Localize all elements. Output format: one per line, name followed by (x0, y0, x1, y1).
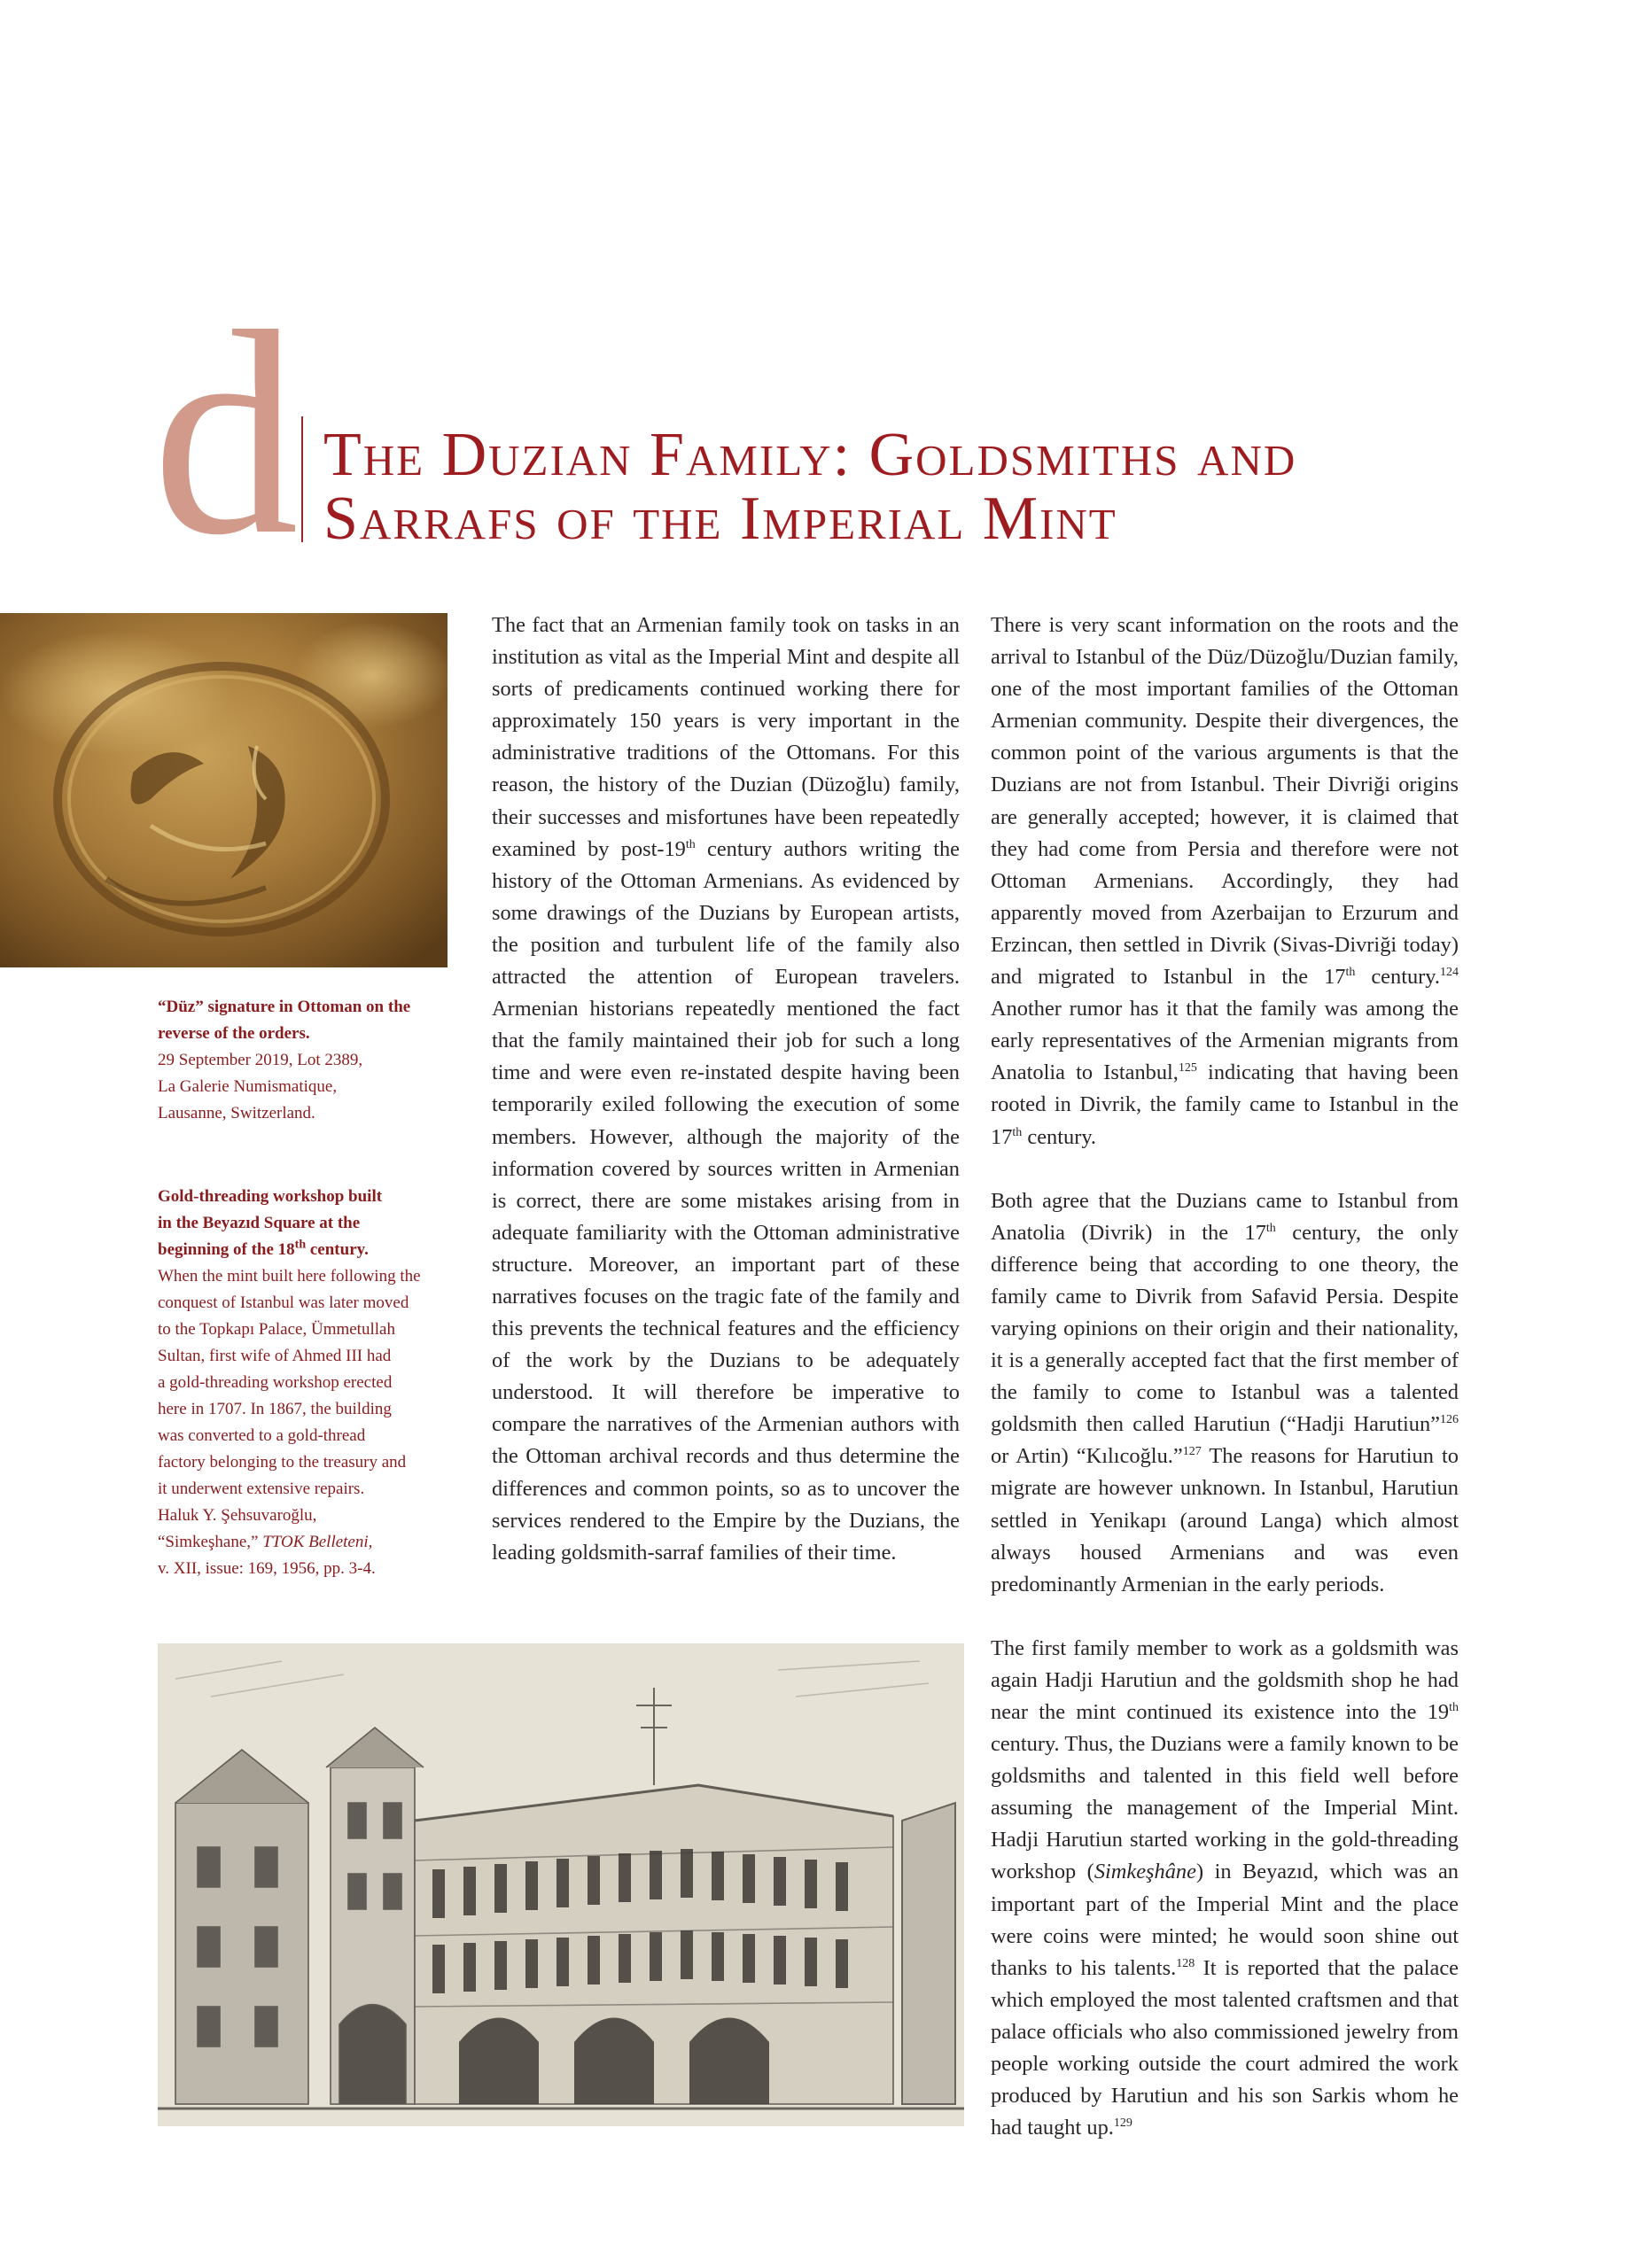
workshop-caption-line: to the Topkapı Palace, Ümmetullah (158, 1320, 395, 1339)
chapter-title (323, 423, 1564, 551)
workshop-caption-title-line-1: Gold-threading workshop built (158, 1187, 383, 1206)
coin-caption-title-line-1: “Düz” signature in Ottoman on the (158, 998, 411, 1016)
coin-caption-line: La Galerie Numismatique, (158, 1077, 338, 1096)
workshop-caption-line: Sultan, first wife of Ahmed III had (158, 1347, 392, 1365)
title-divider (301, 416, 303, 542)
coin-caption-line: Lausanne, Switzerland. (158, 1104, 315, 1122)
chapter-title-line-2: Sarrafs of the Imperial Mint (323, 485, 1117, 553)
workshop-caption-line: here in 1707. In 1867, the building (158, 1400, 392, 1418)
chapter-title-line-1: The Duzian Family: Goldsmiths and (323, 421, 1297, 489)
right-paragraph-1: There is very scant information on the roots and the arrival to Istanbul of the Düz/Düzoğlu/Duzian family, one of the most important families of the Ottoman Armenian community. Despite their divergences, the common point of the various arguments is that the Duzians are not from Istanbul. Their Divriği origins are generally accepted; however, it is claimed that they had come from Persia and therefore were not Ottoman Armenians. Accordingly, they had apparently moved from Azerbaijan to Erzurum and Erzincan, then settled in Divrik (Sivas-Divriği today) and migrated to Istanbul in the 17th century.$^{124}$ Another rumor has it that the family was among the early representatives of the Armenian migrants from Anatolia to Istanbul,$^{125}$ indicating that having been rooted in Divrik, the family came to Istanbul in the 17th century. (991, 613, 1459, 1149)
workshop-caption-line: Haluk Y. Şehsuvaroğlu, (158, 1506, 317, 1525)
coin-signature-photo (0, 613, 448, 967)
workshop-caption-line: conquest of Istanbul was later moved (158, 1293, 409, 1312)
workshop-caption (158, 1184, 459, 1582)
right-text-column (991, 610, 1459, 2144)
workshop-caption-citation: “Simkeşhane,” TTOK Belleteni, (158, 1533, 373, 1551)
workshop-caption-line: v. XII, issue: 169, 1956, pp. 3-4. (158, 1559, 376, 1578)
workshop-caption-line: a gold-threading workshop erected (158, 1373, 393, 1392)
workshop-caption-title-line-2: in the Beyazıd Square at the (158, 1214, 361, 1232)
workshop-caption-line: When the mint built here following the (158, 1267, 421, 1285)
workshop-caption-line: factory belonging to the treasury and (158, 1453, 407, 1472)
workshop-caption-line: was converted to a gold-thread (158, 1426, 366, 1445)
middle-text-column (492, 610, 960, 1569)
workshop-engraving-image (158, 1643, 964, 2126)
workshop-caption-line: it underwent extensive repairs. (158, 1480, 365, 1498)
right-paragraph-2: Both agree that the Duzians came to Istanbul from Anatolia (Divrik) in the 17th century, the only difference being that according to one theory, the family came to Divrik from Safavid Persia. Despite varying opinions on their origin and their nationality, it is a generally accepted fact that the first member of the family to come to Istanbul was a talented goldsmith then called Harutiun (“Hadji Harutiun”$^{126}$ or Artin) “Kılıcoğlu.”$^{127}$ The reasons for Harutiun to migrate are however unknown. In Istanbul, Harutiun settled in Yenikapı (around Langa) which almost always housed Armenians and was even predominantly Armenian in the early periods. (991, 1188, 1459, 1596)
coin-caption-title-line-2: reverse of the orders. (158, 1024, 310, 1043)
workshop-caption-title-line-3: beginning of the 18th century. (158, 1238, 369, 1259)
coin-photo-caption (158, 994, 441, 1127)
middle-paragraph: The fact that an Armenian family took on tasks in an institution as vital as the Imperial Mint and despite all sorts of predicaments continued working there for approximately 150 years is very important in the administrative traditions of the Ottomans. For this reason, the history of the Duzian (Düzoğlu) family, their successes and misfortunes have been repeatedly examined by post-19th century authors writing the history of the Ottoman Armenians. As evidenced by some drawings of the Duzians by European artists, the position and turbulent life of the family also attracted the attention of European travelers. Armenian historians repeatedly mentioned the fact that the family maintained their job for such a long time and were even re-instated despite having been temporarily exiled following the execution of some members. However, although the majority of the information covered by sources written in Armenian is correct, there are some mistakes arising from in adequate familiarity with the Ottoman administrative structure. Moreover, an important part of these narratives focuses on the tragic fate of the family and this prevents the technical features and the efficiency of the work by the Duzians to be adequately understood. It will therefore be imperative to compare the narratives of the Armenian authors with the Ottoman archival records and thus determine the differences and common points, so as to uncover the services rendered to the Empire by the Duzians, the leading goldsmith-sarraf families of their time. (492, 613, 960, 1565)
coin-caption-line: 29 September 2019, Lot 2389, (158, 1051, 363, 1069)
section-letter: d (152, 272, 299, 595)
right-paragraph-3: The first family member to work as a goldsmith was again Hadji Harutiun and the goldsmith shop he had near the mint continued its existence into the 19th century. Thus, the Duzians were a family known to be goldsmiths and talented in this field well before assuming the management of the Imperial Mint. Hadji Harutiun started working in the gold-threading workshop (Simkeşhâne) in Beyazıd, which was an important part of the Imperial Mint and the place were coins were minted; he would soon shine out thanks to his talents.$^{128}$ It is reported that the palace which employed the most talented craftsmen and that palace officials who also commissioned jewelry from people working outside the court admired the work produced by Harutiun and his son Sarkis whom he had taught up.$^{129}$ (991, 1635, 1459, 2140)
